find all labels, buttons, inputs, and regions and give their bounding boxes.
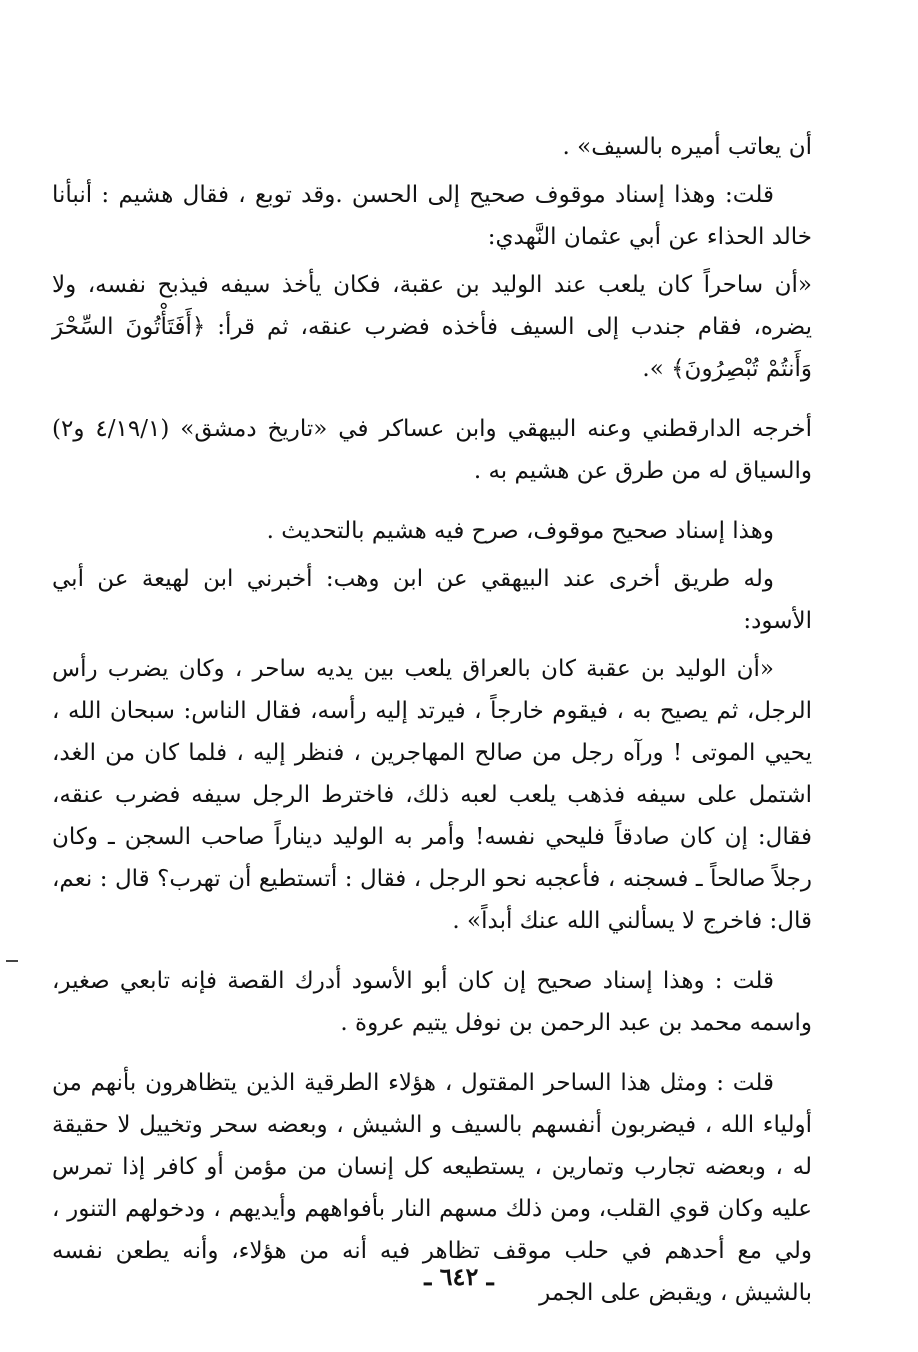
- paragraph-continuation: أن يعاتب أميره بالسيف» .: [562, 134, 812, 160]
- margin-mark: [6, 960, 18, 962]
- paragraph-other-route: وله طريق أخرى عند البيهقي عن ابن وهب: أخبرني ابن لهيعة عن أبي الأسود:: [52, 566, 812, 634]
- paragraph-quote: «أن ساحراً كان يلعب عند الوليد بن عقبة، فكان يأخذ سيفه فيذبح نفسه، ولا يضره، فقام جندب إلى السيف فأخذه فضرب عنقه، ثم قرأ: ﴿أَفَتَأْتُونَ السِّحْرَ وَأَنتُمْ تُبْصِرُونَ﴾ ».: [52, 272, 812, 382]
- paragraph-comment-chain: قلت : وهذا إسناد صحيح إن كان أبو الأسود أدرك القصة فإنه تابعي صغير، واسمه محمد بن عبد الرحمن بن نوفل يتيم عروة .: [52, 968, 812, 1036]
- paragraph-citation: أخرجه الدارقطني وعنه البيهقي وابن عساكر في «تاريخ دمشق» (٤/١٩/١ و٢) والسياق له من طرق عن هشيم به .: [52, 416, 813, 484]
- page-body: [52, 126, 812, 1332]
- paragraph-commentary: قلت : ومثل هذا الساحر المقتول ، هؤلاء الطرقية الذين يتظاهرون بأنهم من أولياء الله ، فيضربون أنفسهم بالسيف و الشيش ، وبعضه سحر وتخييل لا حقيقة له ، وبعضه تجارب وتمارين ، يستطيعه كل إنسان من مؤمن أو كافر إذا تمرس عليه وكان قوي القلب، ومن ذلك مسهم النار بأفواههم وأيديهم ، ودخولهم التنور ، ولي مع أحدهم في حلب موقف تظاهر فيه أنه من هؤلاء، وأنه يطعن نفسه بالشيش ، ويقبض على الجمر: [52, 1070, 812, 1306]
- page-number: ـ ٦٤٢ ـ: [424, 1262, 494, 1291]
- paragraph-comment: قلت: وهذا إسناد موقوف صحيح إلى الحسن .وقد توبع ، فقال هشيم : أنبأنا خالد الحذاء عن أبي عثمان النَّهدي:: [52, 182, 812, 250]
- paragraph-grading: وهذا إسناد صحيح موقوف، صرح فيه هشيم بالتحديث .: [266, 518, 774, 544]
- paragraph-narration: «أن الوليد بن عقبة كان بالعراق يلعب بين يديه ساحر ، وكان يضرب رأس الرجل، ثم يصيح به ، فيقوم خارجاً ، فيرتد إليه رأسه، فقال الناس: سبحان الله ، يحيي الموتى ! ورآه رجل من صالح المهاجرين ، فنظر إليه ، فلما كان من الغد، اشتمل على سيفه فذهب يلعب لعبه ذلك، فاخترط الرجل سيفه فضرب عنقه، فقال: إن كان صادقاً فليحي نفسه! وأمر به الوليد ديناراً صاحب السجن ـ وكان رجلاً صالحاً ـ فسجنه ، فأعجبه نحو الرجل ، فقال : أتستطيع أن تهرب؟ قال : نعم، قال: فاخرج لا يسألني الله عنك أبداً» .: [52, 656, 812, 934]
